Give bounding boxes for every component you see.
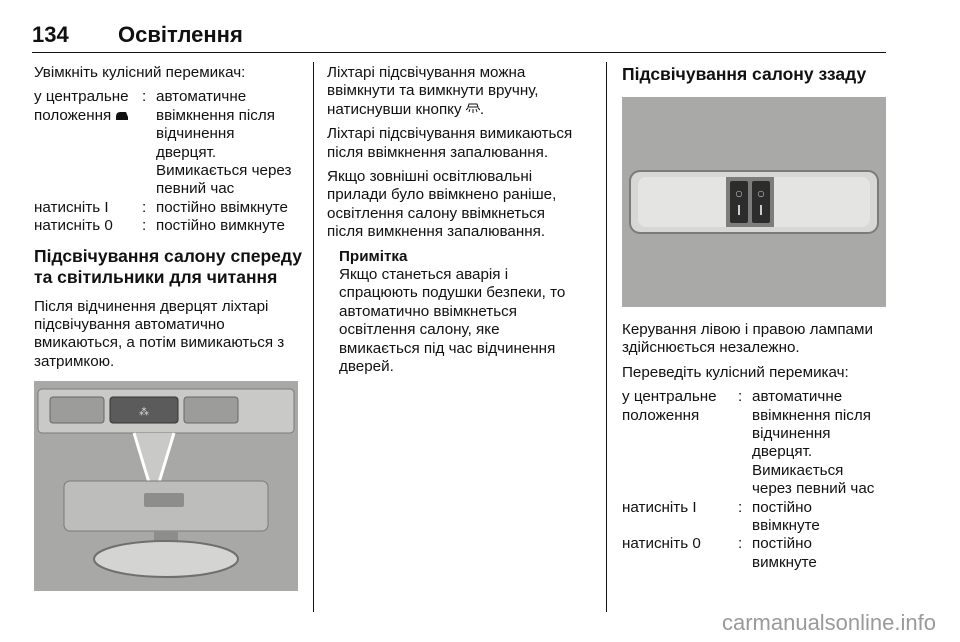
page-number: 134: [32, 22, 69, 47]
note-title: Примітка: [339, 247, 408, 265]
interior-light-icon: [466, 103, 480, 115]
table-desc: постійно вимкнуте: [752, 535, 817, 571]
column-3: [622, 64, 892, 572]
intro-text: Увімкніть кулісний перемикач:: [34, 64, 246, 81]
column-divider-1: [313, 62, 314, 612]
table-sep: :: [142, 88, 147, 106]
table-sep: :: [738, 535, 743, 553]
switch-instruction-text: Переведіть кулісний перемикач:: [622, 363, 849, 381]
column-1: [34, 64, 304, 591]
front-lights-figure: [34, 381, 298, 591]
ignition-off-text: Ліхтарі підсвічування вимикаються після ввімкнення запалювання.: [327, 125, 573, 161]
column-2: [327, 64, 592, 377]
note-box: [339, 248, 592, 377]
exterior-lights-text: Якщо зовнішні освітлювальні прилади було ввімкнено раніше, освітлення салону ввімкнеться після вимкнення запалювання.: [327, 168, 557, 241]
table-desc: постійно ввімкнуте: [156, 198, 288, 216]
table-sep: :: [142, 217, 147, 235]
table-sep: :: [142, 198, 147, 216]
table-term: натисніть I: [34, 198, 109, 216]
table-term: у центральне положення: [622, 388, 717, 424]
svg-text:⁂: ⁂: [139, 407, 149, 419]
svg-text:○: ○: [757, 189, 765, 198]
note-text: Якщо станеться аварія і спрацюють подушки безпеки, то автоматично ввімкнеться освітлення салону, яке вмикається під час відчинення дверей.: [339, 266, 566, 376]
table-term: натисніть 0: [622, 535, 701, 553]
manual-switch-text: Ліхтарі підсвічування можна ввімкнути та вимкнути вручну, натиснувши кнопку .: [327, 64, 539, 118]
table-term: у центральне положення: [34, 88, 129, 124]
table-desc: автоматичне ввімкнення після відчинення дверцят. Вимикається через певний час: [752, 388, 875, 498]
rear-lights-figure: [622, 97, 886, 307]
section-heading-rear: Підсвічування салону ззаду: [622, 64, 867, 84]
table-term: натисніть I: [622, 498, 697, 516]
svg-text:○: ○: [735, 189, 743, 198]
front-lights-text: Після відчинення дверцят ліхтарі підсвічування автоматично вмикаються, а потім вимикаються з затримкою.: [34, 297, 285, 370]
table-sep: :: [738, 388, 743, 406]
switch-table-front: [34, 88, 304, 235]
table-desc: постійно ввімкнуте: [752, 498, 820, 535]
chapter-title: Освітлення: [118, 22, 243, 47]
section-heading-front: Підсвічування салону спереду та світильники для читання: [34, 245, 302, 287]
door-icon: [115, 109, 129, 121]
rear-light-illustration: [622, 97, 886, 307]
table-sep: :: [738, 498, 743, 516]
switch-table-rear: [622, 388, 892, 572]
table-term: натисніть 0: [34, 217, 113, 235]
table-desc: постійно вимкнуте: [156, 217, 285, 235]
independent-control-text: Керування лівою і правою лампами здійснюється незалежно.: [622, 321, 873, 357]
table-desc: автоматичне ввімкнення після відчинення дверцят. Вимикається через певний час: [156, 88, 292, 198]
column-divider-2: [606, 62, 607, 612]
page-header: [32, 22, 886, 53]
overhead-console-illustration: [34, 381, 298, 591]
watermark: carmanualsonline.info: [721, 610, 936, 635]
